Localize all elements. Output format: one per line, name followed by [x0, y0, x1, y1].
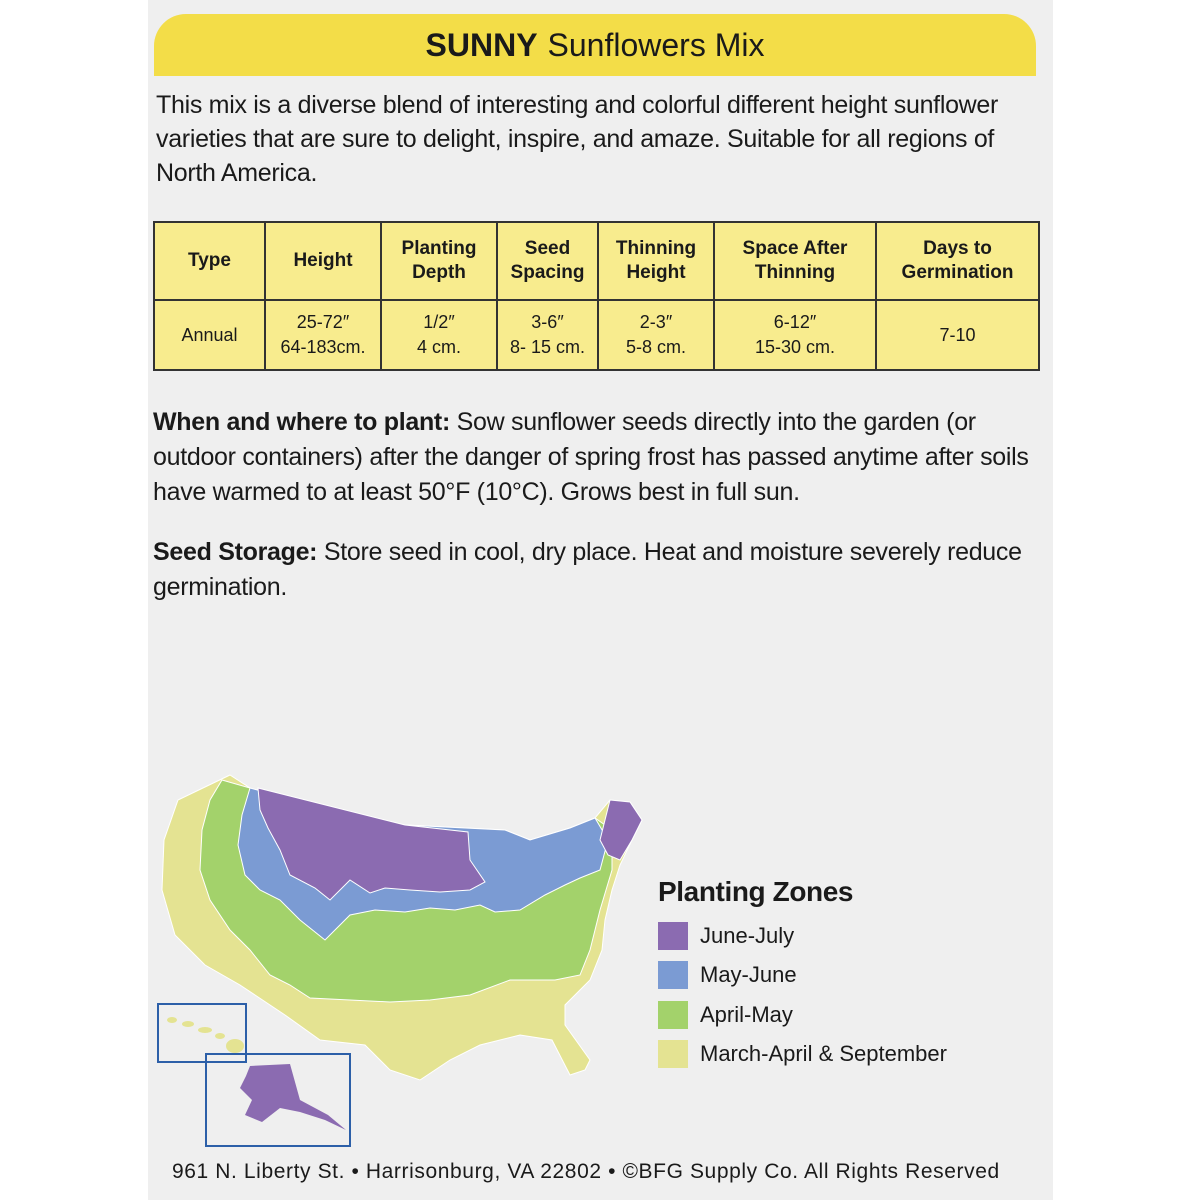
cell-value-metric: 5-8 cm. [625, 337, 686, 357]
legend-swatch [658, 1001, 688, 1029]
cell-type [154, 300, 265, 370]
legend-item [658, 995, 947, 1035]
legend-swatch [658, 922, 688, 950]
title-banner [154, 14, 1036, 76]
when-where-text: Sow sunflower seeds directly into the garden (or outdoor containers) after the danger of spring frost has passed anytime after soils have warmed to at least 50°F (10°C). Grows best in full sun. [153, 408, 1029, 506]
seed-storage-paragraph [153, 535, 1033, 605]
cell-value-imperial: 1/2″ [423, 312, 455, 332]
col-header-days-to-germination: Days to Germination [876, 222, 1039, 300]
legend-label: March-April & September [700, 1041, 947, 1067]
cell-value-imperial: 3-6″ [531, 312, 564, 332]
cell-height [265, 300, 381, 370]
when-where-paragraph [153, 405, 1033, 510]
col-header-thinning-height: Thinning Height [598, 222, 714, 300]
cell-thinning-height [598, 300, 714, 370]
cell-space-after-thinning [714, 300, 876, 370]
product-description: This mix is a diverse blend of interesting and colorful different height sunflower varieties that are sure to delight, inspire, and amaze. Suitable for all regions of North America. [156, 91, 999, 187]
alaska-shape [240, 1064, 346, 1130]
cell-value-imperial: 2-3″ [639, 312, 673, 332]
planting-zones-legend [658, 876, 947, 1074]
col-header-height: Height [265, 222, 381, 300]
hawaii-islands [167, 1017, 244, 1053]
table-row [154, 300, 1039, 370]
cell-value-metric: 64-183cm. [280, 337, 366, 357]
legend-swatch [658, 961, 688, 989]
legend-label: May-June [700, 962, 797, 988]
growing-info-table [153, 221, 1040, 371]
product-title: Sunflowers Mix [547, 26, 765, 63]
cell-seed-spacing [497, 300, 598, 370]
cell-value-metric: 15-30 cm. [754, 337, 836, 357]
col-header-space-after-thinning: Space After Thinning [714, 222, 876, 300]
legend-label: April-May [700, 1001, 793, 1027]
footer-address: 961 N. Liberty St. • Harrisonburg, VA 22802 • ©BFG Supply Co. All Rights Reserved [172, 1160, 1000, 1183]
seed-storage-label: Seed Storage: [153, 538, 318, 566]
legend-item [658, 956, 947, 996]
cell-value: 7-10 [939, 324, 976, 345]
col-header-planting-depth: Planting Depth [381, 222, 497, 300]
col-header-type: Type [154, 222, 265, 300]
planting-zone-map [150, 770, 670, 1150]
brand-name: SUNNY [425, 26, 538, 63]
col-header-seed-spacing: Seed Spacing [497, 222, 598, 300]
cell-value-metric: 4 cm. [416, 337, 461, 357]
cell-planting-depth [381, 300, 497, 370]
us-map-graphic [150, 770, 670, 1150]
seed-storage-text: Store seed in cool, dry place. Heat and moisture severely reduce germination. [153, 538, 1022, 601]
legend-item [658, 916, 947, 956]
legend-title: Planting Zones [658, 876, 854, 907]
legend-swatch [658, 1040, 688, 1068]
cell-value-imperial: 6-12″ [773, 312, 817, 332]
legend-label: June-July [700, 922, 795, 948]
cell-value-metric: 8- 15 cm. [509, 337, 586, 357]
cell-days-to-germination [876, 300, 1039, 370]
when-where-label: When and where to plant: [153, 408, 450, 436]
cell-value: Annual [181, 324, 238, 345]
table-header-row [154, 222, 1039, 300]
cell-value-imperial: 25-72″ [296, 312, 350, 332]
legend-item [658, 1035, 947, 1075]
